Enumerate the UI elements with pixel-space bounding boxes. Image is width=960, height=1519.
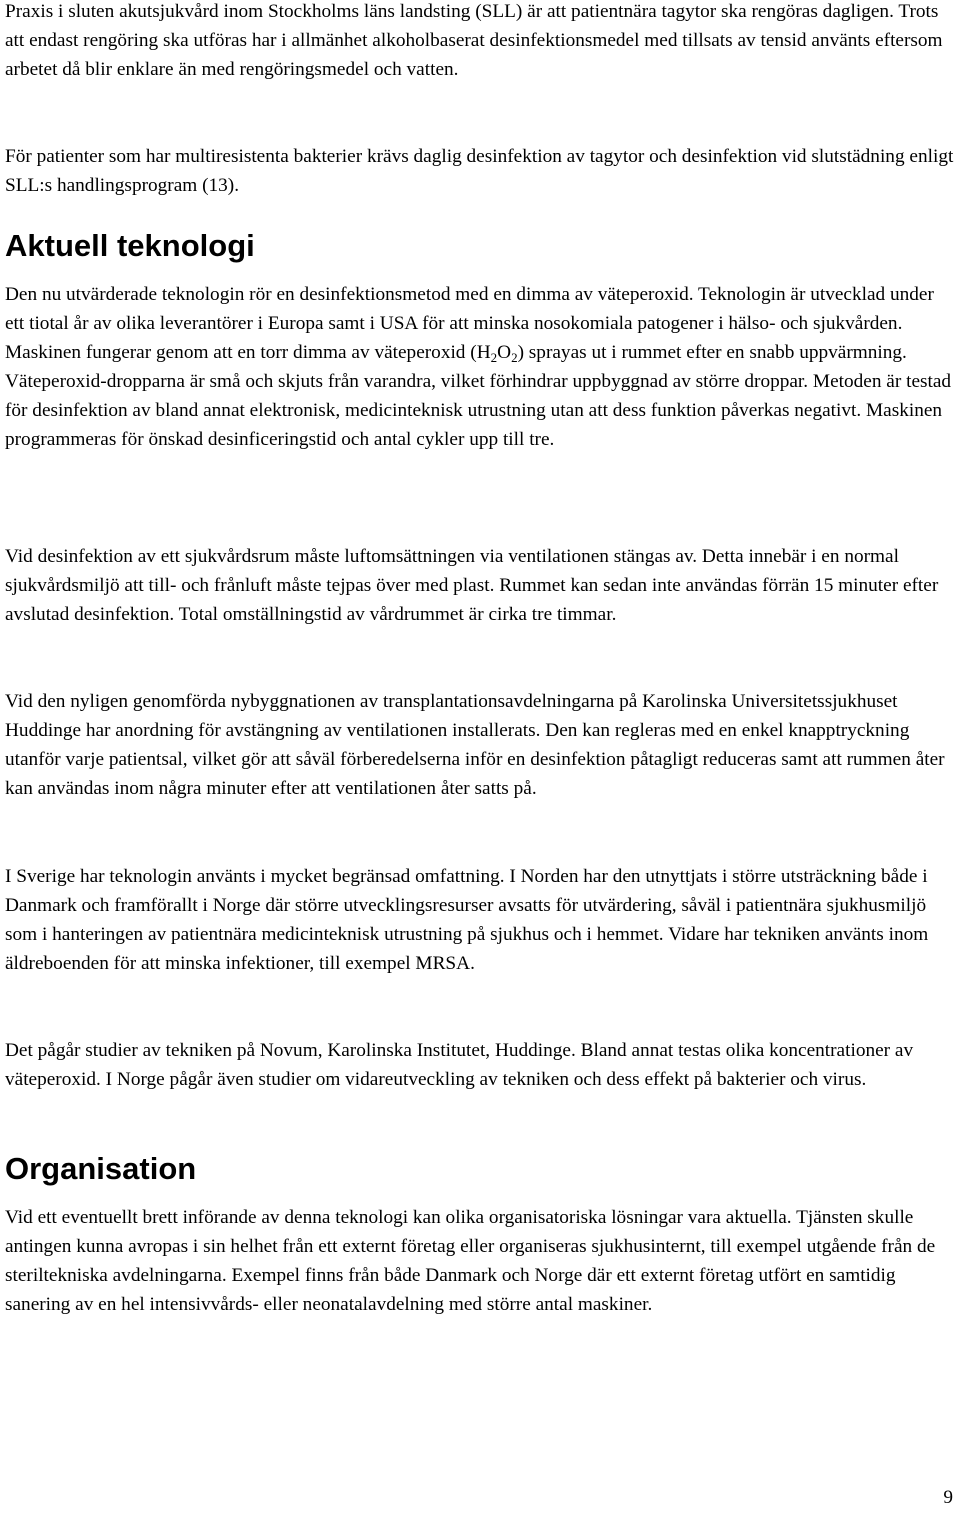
paragraph-teknologi: [5, 280, 955, 454]
paragraph-sverige: I Sverige har teknologin använts i mycket begränsad omfattning. I Norden har den utnyttjats i större utsträckning både i Danmark och framförallt i Norge där större utvecklingsresurser avsatts för utvärdering, såväl i patientnära sjukhusmiljö som i hanteringen av patientnära medicinteknisk utrustning på sjukhus och i hemmet. Vidare har tekniken använts inom äldreboenden för att minska infektioner, till exempel MRSA.: [5, 866, 929, 974]
paragraph-ventilation: Vid desinfektion av ett sjukvårdsrum måste luftomsättningen via ventilationen stängas av. Detta innebär i en normal sjukvårdsmiljö att till- och frånluft måste tejpas över med plast. Rummet kan sedan inte användas förrän 15 minuter efter avslutad desinfektion. Total omställningstid av vårdrummet är cirka tre timmar.: [5, 546, 939, 625]
subscript-o2: 2: [511, 350, 518, 365]
teknologi-text-end: ) sprayas ut i rummet efter en snabb uppvärmning. Väteperoxid-dropparna är små och skjuts från varandra, vilket förhindrar uppbyggnad av större droppar. Metoden är testad för desinfektion av bland annat elektronisk, medicinteknisk utrustning utan att dess funktion påverkas negativt. Maskinen programmeras för önskad desinficeringstid och antal cykler upp till tre.: [5, 342, 952, 450]
paragraph-praxis: Praxis i sluten akutsjukvård inom Stockholms läns landsting (SLL) är att patientnära tagytor ska rengöras dagligen. Trots att endast rengöring ska utföras har i allmänhet alkoholbaserat desinfektionsmedel med tillsats av tensid använts eftersom arbetet då blir enklare än med rengöringsmedel och vatten.: [5, 1, 943, 80]
heading-organisation: Organisation: [5, 1151, 197, 1186]
page-number: 9: [943, 1487, 953, 1508]
paragraph-organisation: Vid ett eventuellt brett införande av denna teknologi kan olika organisatoriska lösningar vara aktuella. Tjänsten skulle antingen kunna avropas i sin helhet från ett externt företag eller organiseras sjukhusinternt, till exempel utgående från de steriltekniska avdelningarna. Exempel finns från både Danmark och Norge där ett externt företag utfört en samtidig sanering av en hel intensivvårds- eller neonatalavdelning med större antal maskiner.: [5, 1207, 936, 1315]
teknologi-text-start: Den nu utvärderade teknologin rör en desinfektionsmetod med en dimma av väteperoxid. Teknologin är utvecklad under ett tiotal år av olika leverantörer i Europa samt i USA för att minska nosokomiala patogener i hälso- och sjukvården. Maskinen fungerar genom att en torr dimma av väteperoxid (H: [5, 284, 934, 363]
formula-o: O: [497, 342, 512, 363]
paragraph-studier: Det pågår studier av tekniken på Novum, Karolinska Institutet, Huddinge. Bland annat testas olika koncentrationer av väteperoxid. I Norge pågår även studier om vidareutveckling av tekniken och dess effekt på bakterier och virus.: [5, 1040, 914, 1090]
subscript-h2: 2: [490, 350, 498, 365]
paragraph-karolinska: Vid den nyligen genomförda nybyggnationen av transplantationsavdelningarna på Karolinska Universitetssjukhuset Huddinge har anordning för avstängning av ventilationen installerats. Den kan regleras med en enkel knapptryckning utanför varje patientsal, vilket gör att såväl förberedelserna inför en desinfektion påtagligt reduceras samt att rummen åter kan användas inom några minuter efter att ventilationen åter satts på.: [5, 691, 945, 799]
heading-aktuell-teknologi: Aktuell teknologi: [5, 228, 255, 263]
paragraph-multiresistenta: För patienter som har multiresistenta bakterier krävs daglig desinfektion av tagytor och desinfektion vid slutstädning enligt SLL:s handlingsprogram (13).: [5, 146, 954, 196]
